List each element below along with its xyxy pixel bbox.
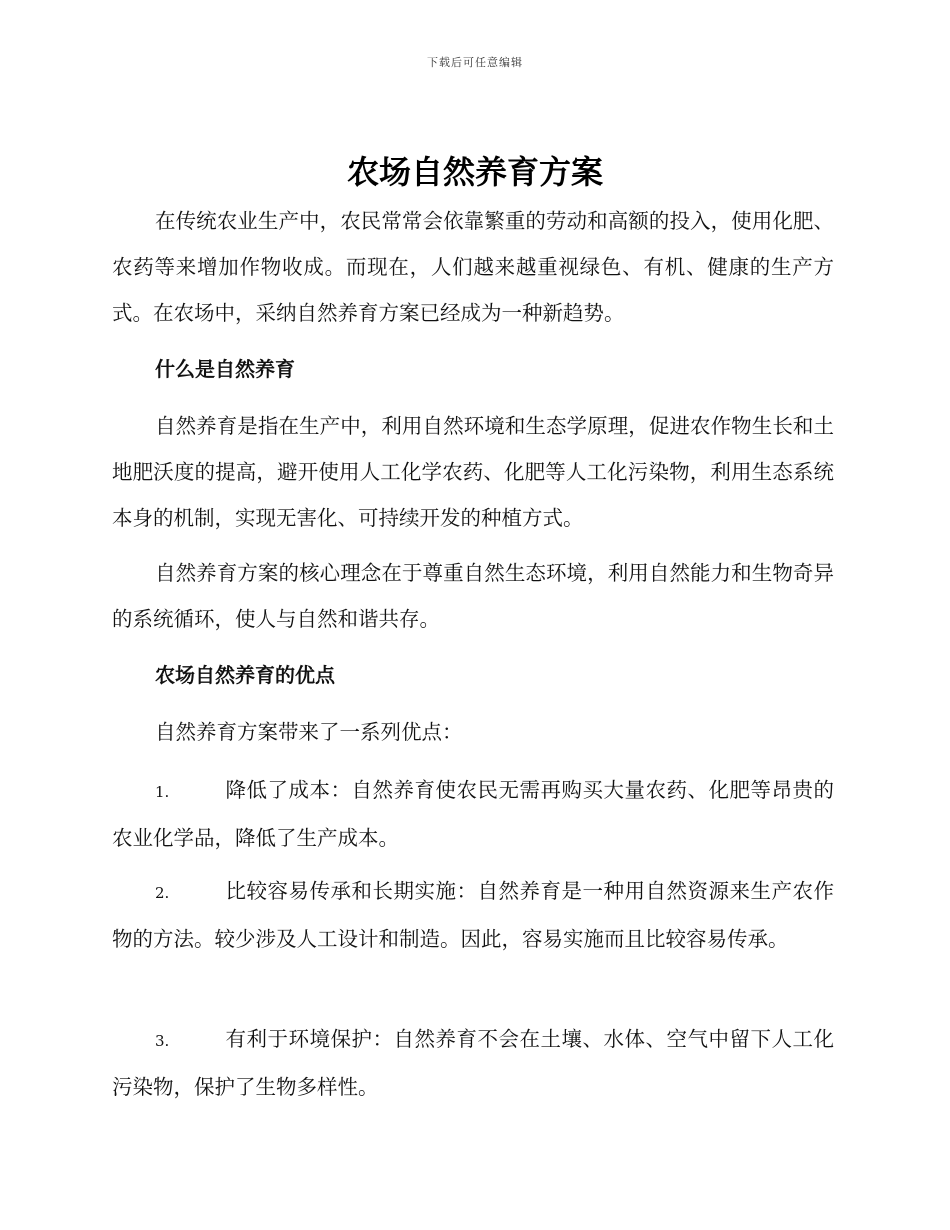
page-title: 农场自然养育方案 <box>346 153 603 191</box>
intro-paragraph: 在传统农业生产中，农民常常会依靠繁重的劳动和高额的投入，使用化肥、农药等来增加作物收成。而现在，人们越来越重视绿色、有机、健康的生产方式。在农场中，采纳自然养育方案已经成为一种新趋势。 <box>112 209 834 325</box>
list-item <box>112 1016 834 1110</box>
list-number: 2. <box>155 884 170 902</box>
section-heading-what-is: 什么是自然养育 <box>155 357 295 381</box>
list-item-text: 比较容易传承和长期实施：自然养育是一种用自然资源来生产农作物的方法。较少涉及人工设计和制造。因此，容易实施而且比较容易传承。 <box>112 879 834 951</box>
list-item-text: 有利于环境保护：自然养育不会在土壤、水体、空气中留下人工化污染物，保护了生物多样性。 <box>112 1027 834 1099</box>
list-number: 3. <box>155 1032 170 1050</box>
section-heading-advantages: 农场自然养育的优点 <box>155 663 335 687</box>
list-item <box>112 868 834 962</box>
list-item-text: 降低了成本：自然养育使农民无需再购买大量农药、化肥等昂贵的农业化学品，降低了生产成本。 <box>112 778 834 850</box>
definition-paragraph: 自然养育是指在生产中，利用自然环境和生态学原理，促进农作物生长和土地肥沃度的提高，避开使用人工化学农药、化肥等人工化污染物，利用生态系统本身的机制，实现无害化、可持续开发的种植方式。 <box>112 414 834 530</box>
list-number: 1. <box>155 783 170 801</box>
advantages-intro-paragraph: 自然养育方案带来了一系列优点： <box>155 720 463 744</box>
header-note: 下载后可任意编辑 <box>427 56 523 69</box>
list-item <box>112 767 834 861</box>
core-concept-paragraph: 自然养育方案的核心理念在于尊重自然生态环境，利用自然能力和生物奇异的系统循环，使人与自然和谐共存。 <box>112 561 834 631</box>
